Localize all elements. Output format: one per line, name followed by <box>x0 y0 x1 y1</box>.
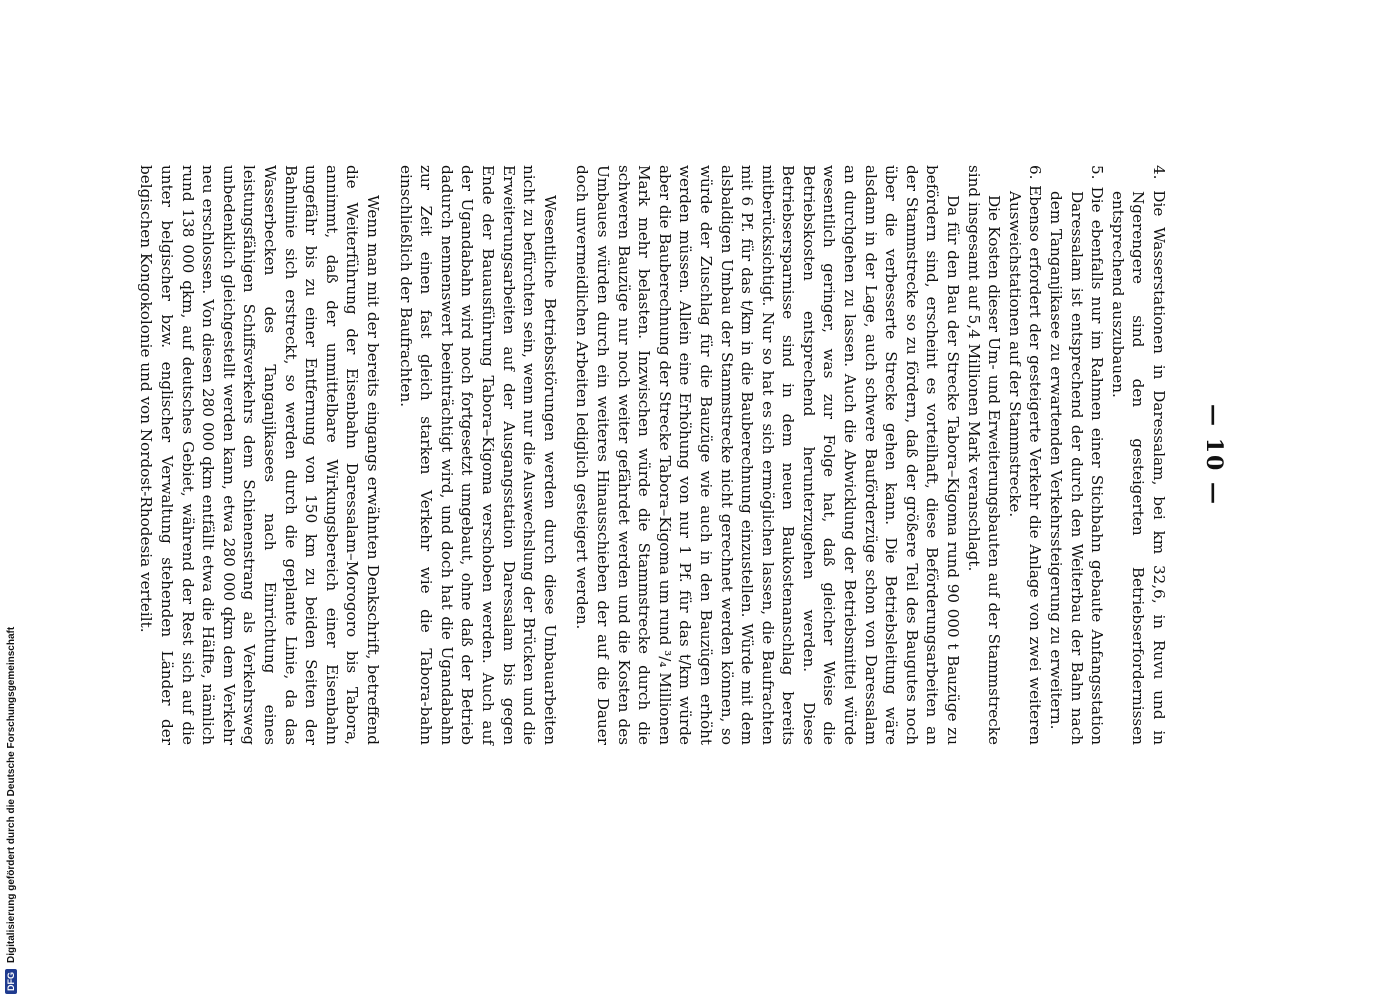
paragraph-disruptions: Wesentliche Betriebsstörungen werden durch diese Umbauarbeiten nicht zu befürchten sein, wenn nur die Auswechslung der Brücken und die Erweiterungsarbeiten auf der Ausgangsstation Daressalam bis gegen Ende der Bauausführung Tabora–Kigoma verschoben werden. Auch auf der Ugandabahn wird noch fortgesetzt umgebaut, ohne daß der Betrieb dadurch nennenswert beeinträchtigt wird, und doch hat die Ugandabahn zur Zeit einen fast gleich starken Verkehr wie die Tabora-bahn einschließlich der Baufrachten. <box>396 165 559 745</box>
body-text <box>136 165 1169 745</box>
list-item-5: 5. Die ebenfalls nur im Rahmen einer Stichbahn gebaute Anfangsstation Daressalam ist entsprechend der durch den Weiterbau der Bahn nach dem Tanganjikasee zu erwartenden Verkehrssteigerung zu erweitern. <box>1047 165 1107 745</box>
dfg-logo: DFG <box>5 969 17 994</box>
list-item-6: 6. Ebenso erfordert der gesteigerte Verkehr die Anlage von zwei weiteren Ausweichstationen auf der Stammstrecke. <box>1005 165 1045 745</box>
footer-text: Digitalisierung gefördert durch die Deutsche Forschungsgemeinschaft <box>5 626 17 963</box>
paragraph-construction: Da für den Bau der Strecke Tabora–Kigoma rund 90 000 t Bauzüge zu befördern sind, erscheint es vorteilhaft, diese Beförderungsarbeiten an der Stammstrecke so zu fördern, daß der größere Teil des Baugutes noch über die verbesserte Strecke gehen kann. Die Betriebsleitung wäre alsdann in der Lage, auch schwere Bauförderzüge schon von Daressalam an durchgehen zu lassen. Auch die Abwicklung der Betriebsmittel würde wesentlich geringer, was zur Folge hat, daß gleicher Weise die Betriebskosten entsprechend herunterzugehen werden. Diese Betriebsersparnisse sind in dem neuen Baukostenanschlag bereits mitberücksichtigt. Nur so hat es sich ermöglichen lassen, die Baufrachten mit 6 Pf. für das t/km in die Bauberechnung einzustellen. Würde mit dem alsbaldigen Umbau der Stammstrecke nicht gerechnet werden können, so würde der Zuschlag für die Bauzüge wie auch in den Bauzügen erhöht werden müssen. Allein eine Erhöhung von nur 1 Pf. für das t/km würde aber die Bauberechnung der Strecke Tabora–Kigoma um rund ³/₄ Millionen Mark mehr belasten. Inzwischen würde die Stammstrecke durch die schweren Bauzüge nur noch weiter gefährdet werden und die Kosten des Umbaues würden durch ein weiteres Hinausschieben der auf die Dauer doch unvermeidlichen Arbeiten lediglich gesteigert werden. <box>573 165 963 745</box>
paragraph-area: Wenn man mit der bereits eingangs erwähnten Denkschrift, betreffend die Weiterführung der Eisenbahn Daressalam–Morogoro bis Tabora, annimmt, daß der unmittelbare Wirkungsbereich einer Eisenbahn ungefähr bis zu einer Entfernung von 150 km zu beiden Seiten der Bahnlinie sich erstreckt, so werden durch die geplante Linie, da das Wasserbecken des Tanganjikasees nach Einrichtung eines leistungsfähigen Schiffsverkehrs dem Schienenstrang als Verkehrsweg unbedenklich gleichgestellt werden kann, etwa 280 000 qkm dem Verkehr neu erschlossen. Von diesen 280 000 qkm entfällt etwa die Hälfte, nämlich rund 138 000 qkm, auf deutsches Gebiet, während der Rest sich auf die unter belgischer bzw. englischer Verwaltung stehenden Länder der belgischen Kongokolonie und von Nordost-Rhodesia verteilt. <box>137 165 383 745</box>
list-item-4: 4. Die Wasserstationen in Daressalam, bei km 32,6, in Ruvu und in Ngerengere sind den gesteigerten Betriebserfordernissen entsprechend auszubauen. <box>1108 165 1168 745</box>
digitization-footer <box>0 0 22 1000</box>
paragraph-costs: Die Kosten dieser Um- und Erweiterungsbauten auf der Stammstrecke sind insgesamt auf 5,4 Millionen Mark veranschlagt. <box>964 165 1004 745</box>
rotated-document-page <box>127 165 1227 745</box>
page-number: — 10 — <box>1201 404 1227 506</box>
